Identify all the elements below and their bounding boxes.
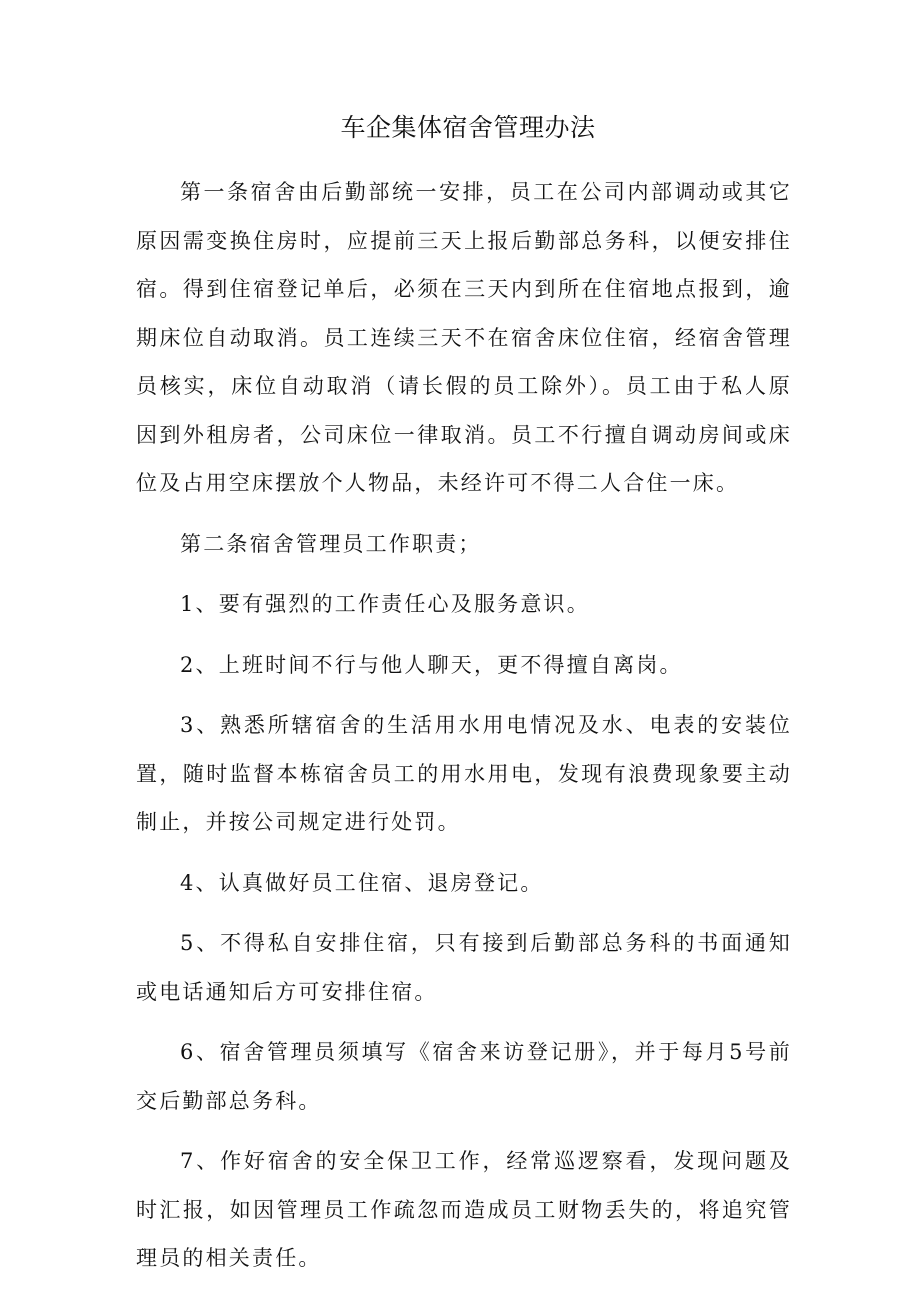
article-1-paragraph: 第一条宿舍由后勤部统一安排，员工在公司内部调动或其它原因需变换住房时，应提前三天上报后勤部总务科，以便安排住宿。得到住宿登记单后，必须在三天内到所在住宿地点报到，逾期床位自动取消。员工连续三天不在宿舍床位住宿，经宿舍管理员核实，床位自动取消（请长假的员工除外）。员工由于私人原因到外租房者，公司床位一律取消。员工不行擅自调动房间或床位及占用空床摆放个人物品，未经许可不得二人合住一床。 (136, 180, 792, 495)
duty-item-1: 1、要有强烈的工作责任心及服务意识。 (180, 592, 590, 616)
duty-item-6: 6、宿舍管理员须填写《宿舍来访登记册》，并于每月5号前交后勤部总务科。 (136, 1040, 792, 1113)
duty-item-7: 7、作好宿舍的安全保卫工作，经常巡逻察看，发现问题及时汇报，如因管理员工作疏忽而造成员工财物丢失的，将追究管理员的相关责任。 (136, 1149, 792, 1270)
duty-item-4: 4、认真做好员工住宿、退房登记。 (180, 870, 544, 895)
article-2-heading: 第二条宿舍管理员工作职责； (180, 531, 482, 556)
duty-item-5: 5、不得私自安排住宿，只有接到后勤部总务科的书面通知或电话通知后方可安排住宿。 (136, 931, 792, 1004)
document-title: 车企集体宿舍管理办法 (340, 113, 596, 142)
duty-item-3: 3、熟悉所辖宿舍的生活用水用电情况及水、电表的安装位置，随时监督本栋宿舍员工的用水用电，发现有浪费现象要主动制止，并按公司规定进行处罚。 (136, 713, 792, 834)
duty-item-2: 2、上班时间不行与他人聊天，更不得擅自离岗。 (180, 652, 683, 677)
